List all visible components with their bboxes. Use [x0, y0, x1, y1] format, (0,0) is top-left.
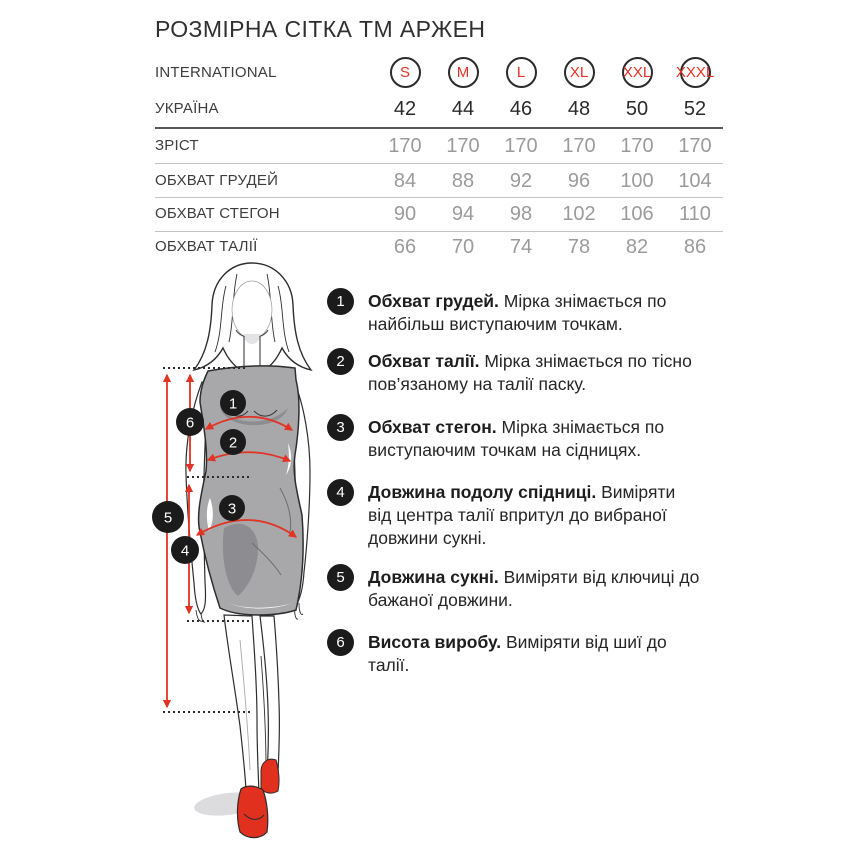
measurement-desc: Мірка знімається по найбільш виступаючим точкам.	[368, 291, 667, 334]
ukraine-label: УКРАЇНА	[155, 100, 219, 117]
size-badge-label: XXXL	[675, 64, 715, 81]
table-cell: 82	[625, 235, 649, 258]
row-label-height: ЗРІСТ	[155, 137, 199, 154]
size-badge-cell	[550, 57, 608, 88]
size-badge-label: S	[399, 64, 410, 81]
table-cell: 74	[509, 235, 533, 258]
measurement-item-1	[327, 288, 700, 336]
table-cell: 170	[678, 134, 712, 157]
ukraine-size: 48	[567, 97, 591, 120]
measurement-text	[368, 631, 700, 677]
table-cell: 98	[509, 202, 533, 225]
marker-6-label: 6	[185, 414, 195, 432]
ukraine-size: 42	[393, 97, 417, 120]
measurement-desc: Виміряти від ключиці до бажаної довжини.	[368, 567, 700, 610]
table-cell: 86	[683, 235, 707, 258]
table-divider-strong	[155, 127, 723, 129]
measurement-number-badge: 1	[327, 288, 354, 315]
ukraine-sizes-row	[376, 98, 724, 120]
size-badge-l	[506, 57, 537, 88]
marker-2-label: 2	[228, 434, 238, 452]
size-badge-xxxl	[675, 57, 715, 88]
measurement-term: Обхват стегон.	[368, 417, 497, 437]
size-badge-label: XXL	[622, 64, 652, 81]
size-badge-cell	[666, 57, 724, 88]
size-badge-label: XL	[569, 64, 589, 81]
marker-5-label: 5	[163, 509, 173, 527]
measurement-term: Обхват грудей.	[368, 291, 499, 311]
table-divider	[155, 231, 723, 232]
figure-face	[232, 281, 272, 339]
table-cell: 170	[504, 134, 538, 157]
table-cell: 84	[393, 169, 417, 192]
marker-4-label: 4	[180, 542, 190, 560]
table-cell: 100	[620, 169, 654, 192]
marker-3-label: 3	[227, 500, 237, 518]
table-row	[376, 236, 724, 258]
table-row	[376, 170, 724, 192]
measurement-item-6	[327, 629, 700, 677]
measurement-text	[368, 416, 700, 462]
size-badge-s	[390, 57, 421, 88]
international-label: INTERNATIONAL	[155, 64, 277, 81]
measurement-term: Висота виробу.	[368, 632, 502, 652]
measurement-number-badge: 6	[327, 629, 354, 656]
measurement-figure-illustration	[140, 258, 350, 850]
size-badge-m	[448, 57, 479, 88]
table-cell: 170	[562, 134, 596, 157]
size-badge-label: L	[516, 64, 526, 81]
table-row	[376, 203, 724, 225]
measurement-text	[368, 290, 700, 336]
measurement-text	[368, 350, 700, 396]
measurement-item-5	[327, 564, 700, 612]
table-cell: 104	[678, 169, 712, 192]
row-label-bust: ОБХВАТ ГРУДЕЙ	[155, 172, 279, 189]
table-cell: 102	[562, 202, 596, 225]
table-cell: 88	[451, 169, 475, 192]
table-cell: 66	[393, 235, 417, 258]
size-badge-cell	[492, 57, 550, 88]
measurement-number-badge: 4	[327, 479, 354, 506]
table-cell: 78	[567, 235, 591, 258]
measurement-desc: Виміряти від центра талії впритул до вибраної довжини сукні.	[368, 482, 676, 548]
ukraine-size: 44	[451, 97, 475, 120]
table-divider	[155, 163, 723, 164]
table-cell: 94	[451, 202, 475, 225]
ukraine-size: 52	[683, 97, 707, 120]
table-cell: 170	[620, 134, 654, 157]
measurement-desc: Мірка знімається по тісно пов’язаному на талії паску.	[368, 351, 692, 394]
row-label-waist: ОБХВАТ ТАЛІЇ	[155, 238, 258, 255]
measurement-number-badge: 3	[327, 414, 354, 441]
measurement-text	[368, 566, 700, 612]
measurement-desc: Виміряти від шиї до талії.	[368, 632, 667, 675]
table-cell: 96	[567, 169, 591, 192]
table-cell: 170	[388, 134, 422, 157]
measurement-text	[368, 481, 700, 550]
row-label-hips: ОБХВАТ СТЕГОН	[155, 205, 280, 222]
table-cell: 92	[509, 169, 533, 192]
international-sizes-row	[376, 57, 724, 88]
size-badge-xl	[564, 57, 595, 88]
size-badge-cell	[434, 57, 492, 88]
size-badge-cell	[376, 57, 434, 88]
marker-1-label: 1	[228, 395, 238, 413]
table-cell: 110	[679, 202, 711, 225]
size-badge-label: M	[456, 64, 470, 81]
table-cell: 170	[446, 134, 480, 157]
measurement-item-4	[327, 479, 700, 550]
gray-dress	[199, 366, 304, 615]
page-title: РОЗМІРНА СІТКА ТМ АРЖЕН	[155, 16, 486, 42]
table-row	[376, 135, 724, 157]
table-cell: 90	[393, 202, 417, 225]
measurement-term: Обхват талії.	[368, 351, 480, 371]
ukraine-size: 50	[625, 97, 649, 120]
ukraine-size: 46	[509, 97, 533, 120]
measurement-item-3	[327, 414, 700, 462]
table-divider	[155, 197, 723, 198]
measurement-number-badge: 5	[327, 564, 354, 591]
measurement-term: Довжина сукні.	[368, 567, 499, 587]
measurement-number-badge: 2	[327, 348, 354, 375]
size-badge-cell	[608, 57, 666, 88]
size-badge-xxl	[622, 57, 653, 88]
measurement-desc: Мірка знімається по виступаючим точкам на сідницях.	[368, 417, 665, 460]
table-cell: 70	[451, 235, 475, 258]
measurement-item-2	[327, 348, 700, 396]
measurement-term: Довжина подолу спідниці.	[368, 482, 597, 502]
table-cell: 106	[620, 202, 654, 225]
